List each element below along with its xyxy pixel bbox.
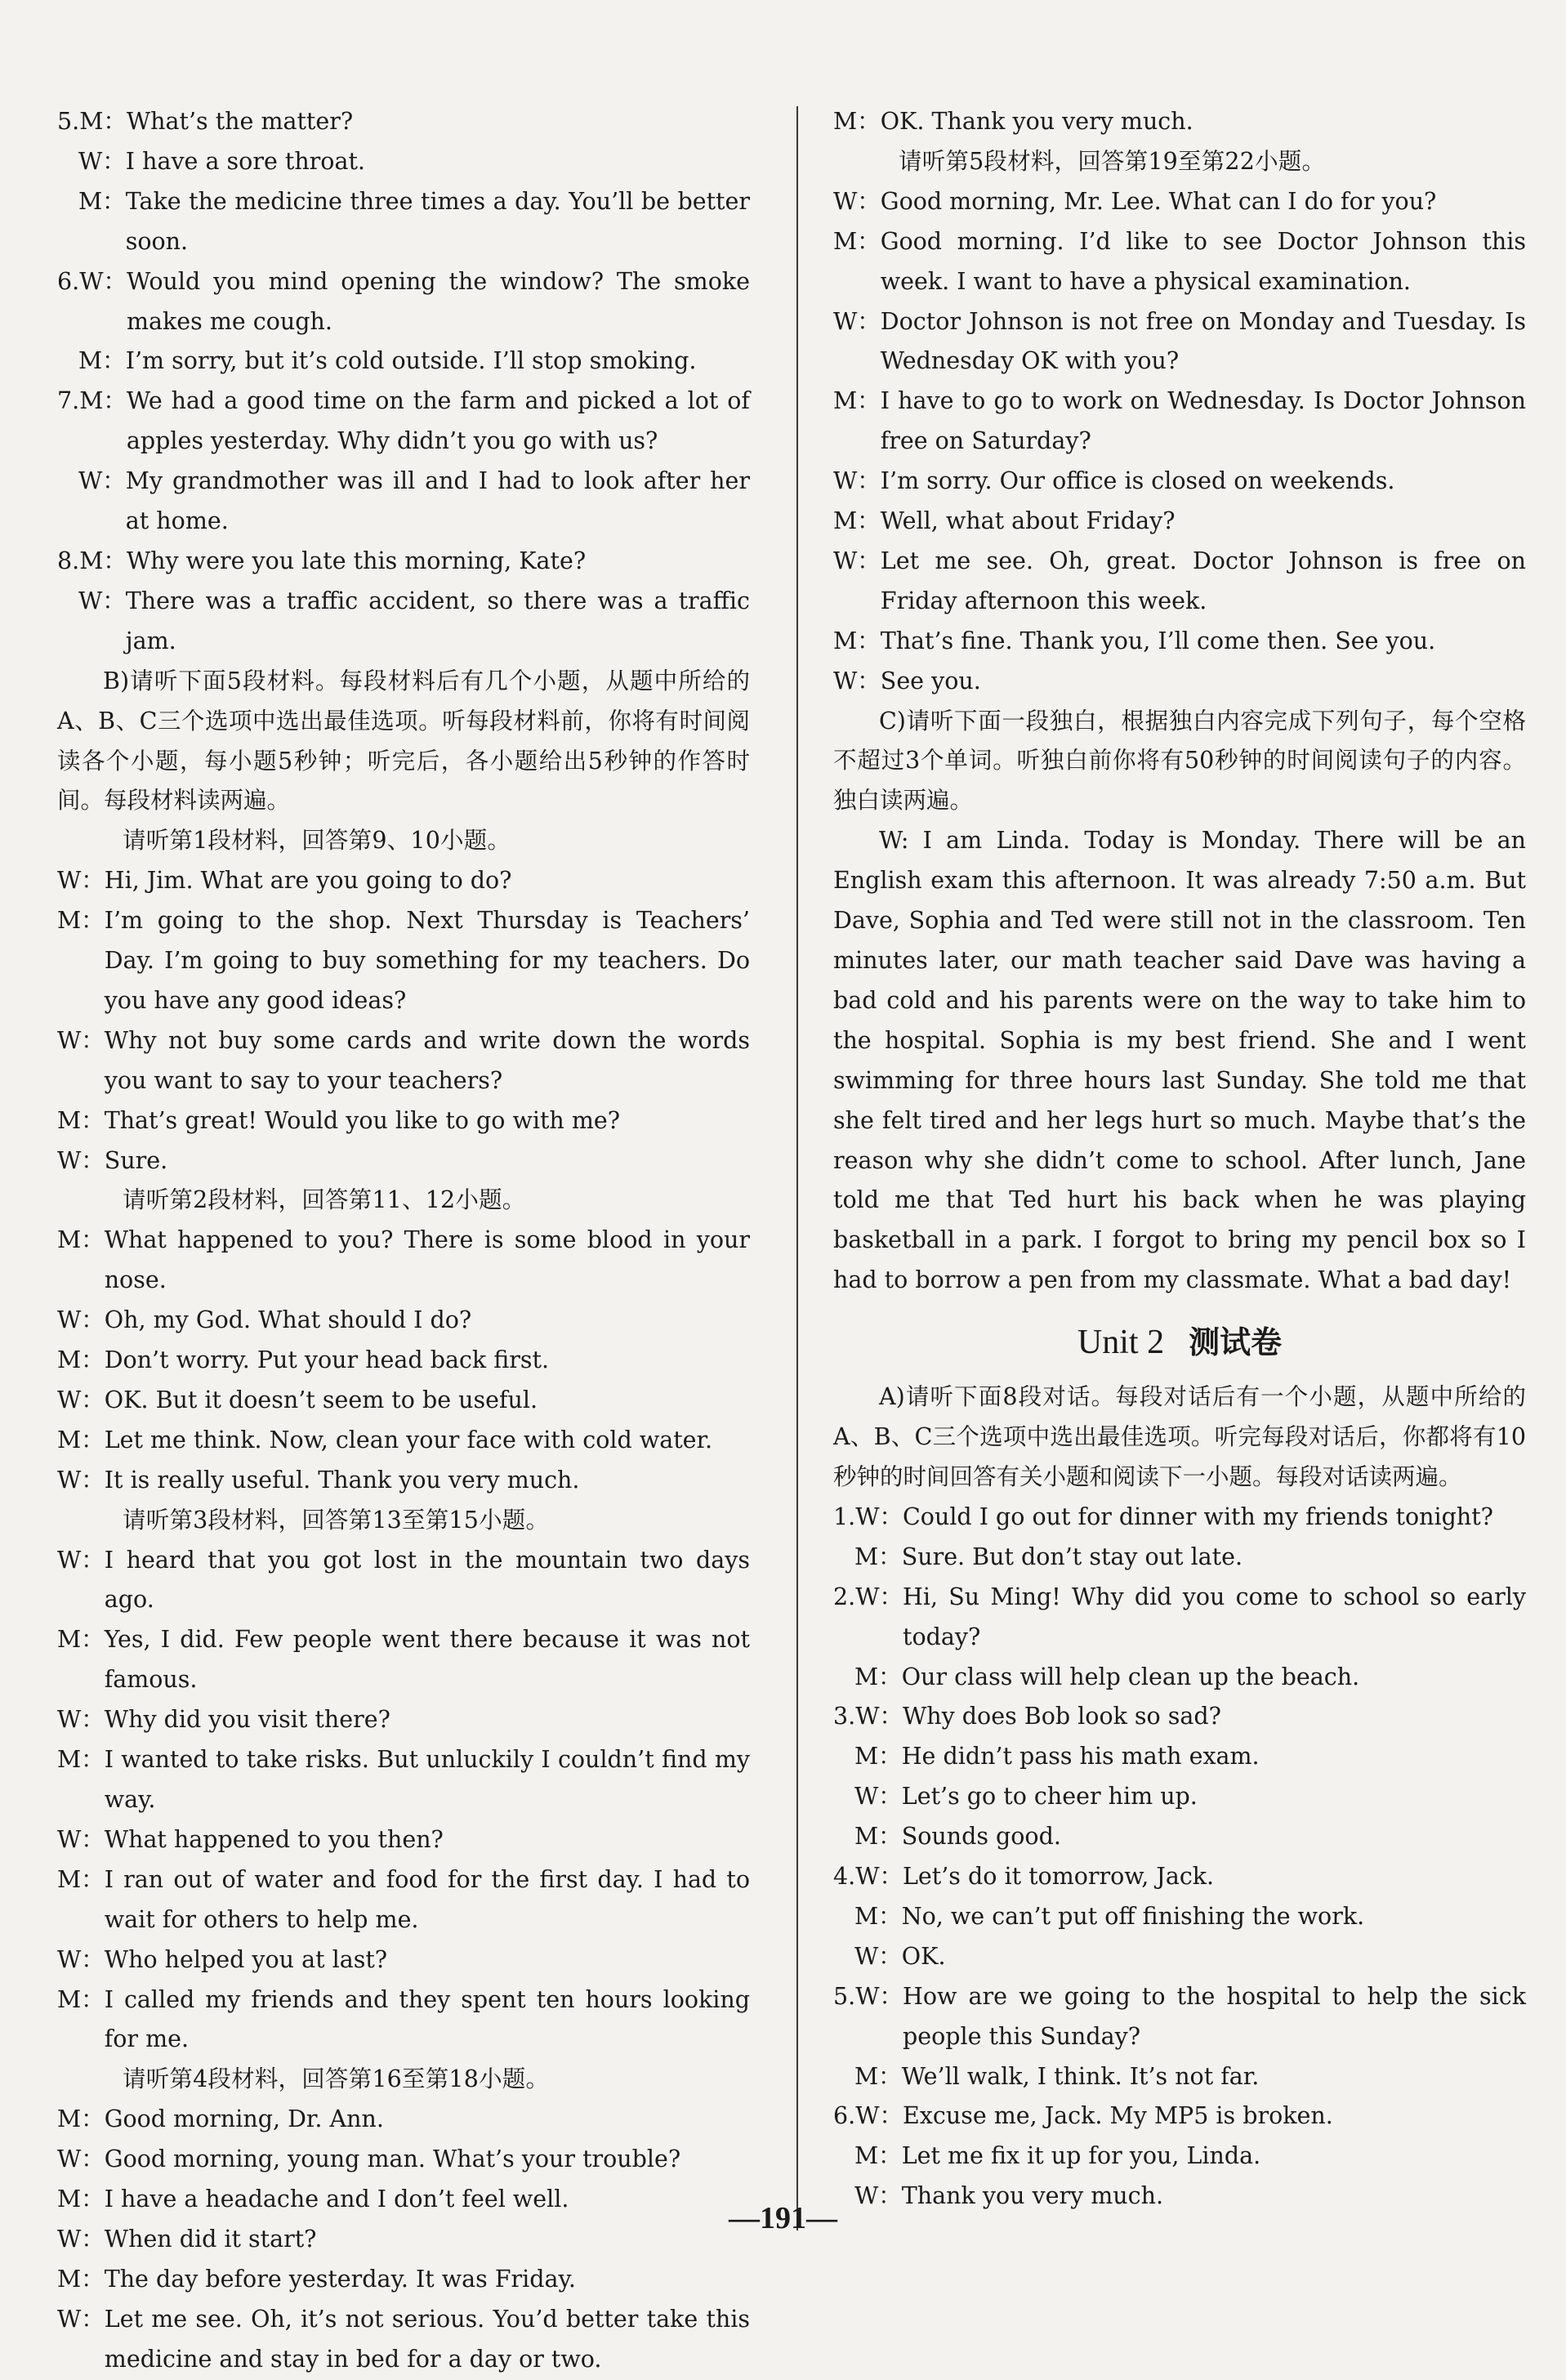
dialogue-line	[57, 1620, 750, 1700]
dialogue-text: I’m sorry, but it’s cold outside. I’ll stop smoking.	[125, 347, 697, 375]
section-instruction: 请听第5段材料，回答第19至第22小题。	[899, 147, 1326, 175]
speaker-label: M：	[57, 1985, 105, 2013]
dialogue-text: That’s fine. Thank you, I’ll come then. See you.	[880, 627, 1436, 654]
dialogue-line	[833, 1817, 1526, 1857]
dialogue-line	[57, 1700, 750, 1740]
dialogue-text: Let me see. Oh, great. Doctor Johnson is free on Friday afternoon this week.	[880, 547, 1526, 614]
dialogue-line	[833, 502, 1526, 542]
dialogue-text: We’ll walk, I think. It’s not far.	[901, 2062, 1260, 2090]
dialogue-text: It is really useful. Thank you very much.	[104, 1466, 580, 1494]
speaker-label: 5.M：	[57, 108, 127, 135]
column-divider	[796, 106, 798, 2230]
dialogue-text: Could I go out for dinner with my friends tonight?	[903, 1503, 1493, 1530]
dialogue-line	[57, 582, 750, 662]
dialogue-text: Who helped you at last?	[104, 1945, 388, 1973]
right-column	[833, 102, 1526, 2217]
dialogue-line	[57, 1541, 750, 1621]
numbered-dialogue-line	[57, 542, 750, 582]
numbered-dialogue-line	[57, 382, 750, 462]
dialogue-text: We had a good time on the farm and picked a lot of apples yesterday. Why didn’t you go with us?	[126, 387, 750, 455]
dialogue-text: Sure.	[104, 1146, 168, 1174]
speaker-label: M：	[57, 907, 105, 935]
speaker-label: W：	[57, 867, 105, 895]
speaker-label: W：	[57, 1825, 105, 1853]
dialogue-text: Let’s go to cheer him up.	[901, 1783, 1198, 1811]
dialogue-text: What happened to you then?	[104, 1825, 444, 1853]
dialogue-text: I’m going to the shop. Next Thursday is Teachers’ Day. I’m going to buy something for my teachers. Do you have any good ideas?	[104, 907, 750, 1014]
dialogue-text: Excuse me, Jack. My MP5 is broken.	[903, 2102, 1333, 2130]
speaker-label: M：	[833, 387, 881, 415]
dialogue-text: Sure. But don’t stay out late.	[901, 1543, 1243, 1570]
dialogue-text: He didn’t pass his math exam.	[901, 1743, 1260, 1770]
speaker-label: W：	[57, 2146, 105, 2173]
dialogue-text: What’s the matter?	[126, 108, 354, 135]
dialogue-text: Why were you late this morning, Kate?	[126, 547, 587, 574]
dialogue-line	[833, 2057, 1526, 2097]
dialogue-line	[57, 2260, 750, 2300]
dialogue-line	[57, 1141, 750, 1181]
dialogue-text: When did it start?	[104, 2225, 317, 2253]
speaker-label: 1.W：	[833, 1503, 903, 1530]
speaker-label: W：	[57, 2225, 105, 2253]
unit-heading	[833, 1311, 1526, 1374]
speaker-label: W：	[78, 467, 126, 495]
dialogue-text: I have to go to work on Wednesday. Is Doctor Johnson free on Saturday?	[880, 387, 1526, 455]
instruction-paragraph: W: I am Linda. Today is Monday. There will be an English exam this afternoon. It was already 7:50 a.m. But Dave, Sophia and Ted were still not in the classroom. Ten minutes later, our math teacher said Dave was having a bad cold and his parents were on the way to take him to the hospital. Sophia is my best friend. She and I went swimming for three hours last Sunday. She told me that she felt tired and her legs hurt so much. Maybe that’s the reason why she didn’t come to school. After lunch, Jane told me that Ted hurt his back when he was playing basketball in a park. I forgot to bring my pencil box so I had to borrow a pen from my classmate. What a bad day!	[833, 827, 1526, 1294]
page-number: —191—	[729, 2201, 837, 2235]
dialogue-line	[57, 2100, 750, 2140]
speaker-label: M：	[833, 227, 881, 255]
speaker-label: M：	[854, 1902, 902, 1930]
dialogue-line	[57, 1021, 750, 1101]
dialogue-line	[57, 1820, 750, 1860]
speaker-label: 5.W：	[833, 1982, 903, 2010]
dialogue-text: I heard that you got lost in the mountain two days ago.	[104, 1546, 750, 1614]
dialogue-text: Our class will help clean up the beach.	[901, 1663, 1360, 1690]
numbered-dialogue-line	[833, 1498, 1526, 1538]
speaker-label: 8.M：	[57, 547, 127, 574]
dialogue-line	[57, 1101, 750, 1141]
speaker-label: M：	[854, 1543, 902, 1570]
speaker-label: M：	[78, 347, 126, 375]
dialogue-line	[57, 142, 750, 182]
speaker-label: M：	[854, 2142, 902, 2170]
dialogue-line	[833, 302, 1526, 382]
dialogue-text: No, we can’t put off finishing the work.	[901, 1902, 1365, 1930]
dialogue-line	[833, 1737, 1526, 1777]
speaker-label: W：	[833, 667, 881, 694]
dialogue-line	[57, 1381, 750, 1421]
speaker-label: M：	[833, 627, 881, 654]
speaker-label: W：	[57, 1546, 105, 1574]
speaker-label: M：	[833, 108, 881, 135]
speaker-label: W：	[57, 1026, 105, 1054]
speaker-label: 6.W：	[833, 2102, 903, 2130]
speaker-label: W：	[833, 547, 881, 574]
dialogue-line	[833, 462, 1526, 502]
dialogue-text: Let’s do it tomorrow, Jack.	[903, 1863, 1215, 1891]
speaker-label: W：	[78, 587, 126, 614]
dialogue-text: Hi, Su Ming! Why did you come to school so early today?	[903, 1583, 1526, 1650]
speaker-label: W：	[833, 307, 881, 335]
dialogue-line	[57, 1461, 750, 1501]
speaker-label: M：	[854, 1823, 902, 1851]
dialogue-line	[833, 222, 1526, 302]
dialogue-text: How are we going to the hospital to help the sick people this Sunday?	[903, 1982, 1526, 2050]
speaker-label: M：	[854, 1743, 902, 1770]
dialogue-text: What happened to you? There is some blood in your nose.	[104, 1226, 750, 1294]
speaker-label: W：	[57, 1146, 105, 1174]
dialogue-text: Oh, my God. What should I do?	[104, 1306, 472, 1334]
speaker-label: W：	[57, 1945, 105, 1973]
dialogue-line	[833, 542, 1526, 622]
numbered-dialogue-line	[833, 1697, 1526, 1737]
dialogue-text: OK. But it doesn’t seem to be useful.	[104, 1386, 538, 1413]
dialogue-text: I ran out of water and food for the first day. I had to wait for others to help me.	[104, 1865, 750, 1933]
dialogue-text: Good morning, Mr. Lee. What can I do for you?	[880, 187, 1437, 215]
speaker-label: W：	[854, 2182, 902, 2210]
dialogue-text: OK.	[901, 1942, 946, 1970]
section-instruction: 请听第2段材料，回答第11、12小题。	[123, 1186, 526, 1214]
section-instruction: 请听第1段材料，回答第9、10小题。	[123, 827, 511, 855]
dialogue-line	[57, 1301, 750, 1341]
dialogue-text: Good morning. I’d like to see Doctor Johnson this week. I want to have a physical examination.	[880, 227, 1526, 295]
dialogue-line	[57, 342, 750, 382]
dialogue-text: Doctor Johnson is not free on Monday and Tuesday. Is Wednesday OK with you?	[880, 307, 1526, 375]
dialogue-line	[57, 1860, 750, 1940]
dialogue-line	[57, 1221, 750, 1301]
dialogue-text: The day before yesterday. It was Friday.	[104, 2265, 576, 2293]
speaker-label: M：	[854, 1663, 902, 1690]
speaker-label: W：	[854, 1783, 902, 1811]
speaker-label: M：	[57, 1865, 105, 1893]
numbered-dialogue-line	[833, 1857, 1526, 1897]
dialogue-line	[57, 2300, 750, 2380]
instruction-paragraph: B)请听下面5段材料。每段材料后有几个小题，从题中所给的A、B、C三个选项中选出最佳选项。听每段材料前，你将有时间阅读各个小题，每小题5秒钟；听完后，各小题给出5秒钟的作答时间。每段材料读两遍。	[57, 667, 750, 815]
dialogue-text: Why did you visit there?	[104, 1706, 390, 1734]
speaker-label: 7.M：	[57, 387, 127, 415]
dialogue-line	[833, 1897, 1526, 1937]
dialogue-text: I called my friends and they spent ten hours looking for me.	[104, 1985, 750, 2053]
dialogue-line	[833, 182, 1526, 222]
dialogue-text: OK. Thank you very much.	[880, 108, 1193, 135]
speaker-label: W：	[57, 2305, 105, 2333]
instruction-paragraph: A)请听下面8段对话。每段对话后有一个小题，从题中所给的A、B、C三个选项中选出最佳选项。听完每段对话后，你都将有10秒钟的时间回答有关小题和阅读下一小题。每段对话读两遍。	[833, 1383, 1526, 1490]
speaker-label: W：	[57, 1306, 105, 1334]
dialogue-line	[57, 2140, 750, 2180]
speaker-label: W：	[57, 1706, 105, 1734]
section-instruction: 请听第3段材料，回答第13至第15小题。	[123, 1506, 550, 1534]
dialogue-text: Let me fix it up for you, Linda.	[901, 2142, 1261, 2170]
dialogue-text: There was a traffic accident, so there was a traffic jam.	[125, 587, 750, 654]
speaker-label: 2.W：	[833, 1583, 903, 1610]
dialogue-line	[833, 622, 1526, 662]
dialogue-line	[833, 662, 1526, 702]
speaker-label: M：	[78, 187, 126, 215]
dialogue-line	[833, 1538, 1526, 1578]
dialogue-text: Sounds good.	[901, 1823, 1061, 1851]
dialogue-line	[57, 901, 750, 1021]
dialogue-text: See you.	[880, 667, 981, 694]
dialogue-text: Why does Bob look so sad?	[903, 1703, 1221, 1730]
dialogue-line	[57, 861, 750, 901]
speaker-label: W：	[854, 1942, 902, 1970]
dialogue-text: Would you mind opening the window? The smoke makes me cough.	[127, 267, 750, 335]
dialogue-text: Thank you very much.	[901, 2182, 1164, 2210]
dialogue-text: Why not buy some cards and write down the words you want to say to your teachers?	[104, 1026, 750, 1094]
dialogue-line	[833, 382, 1526, 462]
section-instruction: 请听第4段材料，回答第16至第18小题。	[123, 2065, 550, 2093]
numbered-dialogue-line	[57, 262, 750, 342]
speaker-label: W：	[833, 467, 881, 495]
dialogue-line	[833, 1937, 1526, 1977]
dialogue-text: Good morning, Dr. Ann.	[104, 2105, 384, 2133]
dialogue-line	[833, 2137, 1526, 2177]
left-column	[57, 102, 750, 2380]
speaker-label: M：	[57, 1746, 105, 1774]
dialogue-line	[833, 102, 1526, 142]
dialogue-line	[57, 182, 750, 262]
dialogue-text: Don’t worry. Put your head back first.	[104, 1346, 550, 1374]
dialogue-text: Well, what about Friday?	[880, 507, 1176, 535]
numbered-dialogue-line	[57, 102, 750, 142]
numbered-dialogue-line	[833, 1977, 1526, 2057]
speaker-label: 6.W：	[57, 267, 127, 295]
dialogue-line	[57, 1940, 750, 1980]
speaker-label: M：	[57, 1426, 105, 1453]
instruction-paragraph: C)请听下面一段独白，根据独白内容完成下列句子，每个空格不超过3个单词。听独白前你将有50秒钟的时间阅读句子的内容。独白读两遍。	[833, 707, 1526, 815]
dialogue-text: That’s great! Would you like to go with me?	[104, 1106, 621, 1134]
test-title: 测试卷	[1189, 1324, 1283, 1361]
dialogue-line	[833, 1777, 1526, 1817]
speaker-label: W：	[57, 1466, 105, 1494]
speaker-label: M：	[57, 2265, 105, 2293]
speaker-label: M：	[57, 1626, 105, 1654]
dialogue-text: I have a headache and I don’t feel well.	[104, 2186, 569, 2213]
speaker-label: M：	[57, 2105, 105, 2133]
speaker-label: M：	[57, 1226, 105, 1254]
dialogue-text: My grandmother was ill and I had to look after her at home.	[125, 467, 750, 535]
dialogue-text: Good morning, young man. What’s your trouble?	[104, 2146, 681, 2173]
dialogue-line	[57, 1341, 750, 1381]
dialogue-text: Let me see. Oh, it’s not serious. You’d better take this medicine and stay in bed for a day or two.	[104, 2305, 750, 2373]
speaker-label: W：	[57, 1386, 105, 1413]
dialogue-text: Hi, Jim. What are you going to do?	[104, 867, 512, 895]
dialogue-line	[57, 462, 750, 542]
dialogue-text: I wanted to take risks. But unluckily I couldn’t find my way.	[104, 1746, 750, 1814]
dialogue-line	[57, 1421, 750, 1461]
numbered-dialogue-line	[833, 2096, 1526, 2137]
speaker-label: W：	[78, 147, 126, 175]
speaker-label: M：	[833, 507, 881, 535]
numbered-dialogue-line	[833, 1578, 1526, 1658]
dialogue-line	[833, 1658, 1526, 1698]
dialogue-text: I’m sorry. Our office is closed on weekends.	[880, 467, 1395, 495]
speaker-label: W：	[833, 187, 881, 215]
dialogue-line	[57, 1740, 750, 1820]
speaker-label: M：	[57, 1346, 105, 1374]
speaker-label: M：	[854, 2062, 902, 2090]
speaker-label: 4.W：	[833, 1863, 903, 1891]
unit-title: Unit 2	[1077, 1324, 1165, 1362]
speaker-label: M：	[57, 2186, 105, 2213]
dialogue-line	[57, 1980, 750, 2061]
dialogue-text: I have a sore throat.	[125, 147, 365, 175]
speaker-label: M：	[57, 1106, 105, 1134]
speaker-label: 3.W：	[833, 1703, 903, 1730]
dialogue-text: Yes, I did. Few people went there because it was not famous.	[104, 1626, 750, 1694]
dialogue-text: Take the medicine three times a day. You’ll be better soon.	[125, 187, 750, 255]
dialogue-text: Let me think. Now, clean your face with cold water.	[104, 1426, 713, 1453]
